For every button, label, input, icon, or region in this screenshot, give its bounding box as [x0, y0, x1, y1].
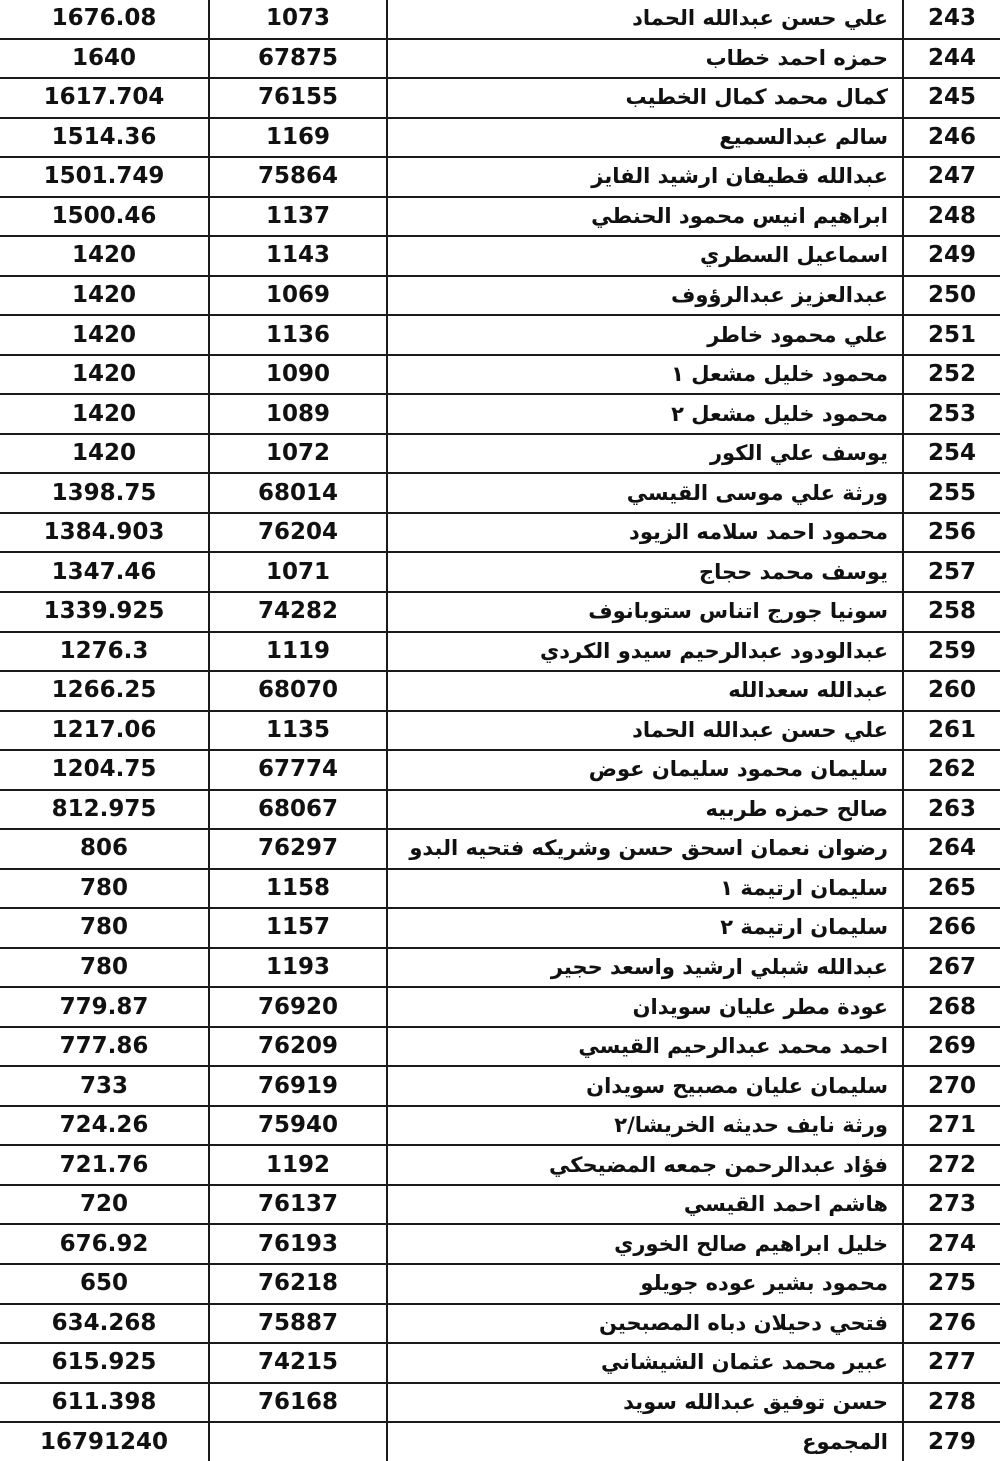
- amount-cell: 16791240: [0, 1422, 209, 1461]
- table-row: [0, 236, 1000, 276]
- name-cell: سونيا جورج اتناس ستوبانوف: [387, 592, 903, 632]
- table-row: [0, 1304, 1000, 1344]
- account-number-cell: 75887: [209, 1304, 387, 1344]
- row-number-cell: 244: [903, 39, 1000, 79]
- amount-cell: 1217.06: [0, 711, 209, 751]
- row-number-cell: 272: [903, 1145, 1000, 1185]
- amount-cell: 780: [0, 869, 209, 909]
- name-cell: احمد محمد عبدالرحيم القيسي: [387, 1027, 903, 1067]
- row-number-cell: 249: [903, 236, 1000, 276]
- name-cell: سالم عبدالسميع: [387, 118, 903, 158]
- table-row: [0, 394, 1000, 434]
- row-number-cell: 247: [903, 157, 1000, 197]
- amount-cell: 780: [0, 908, 209, 948]
- account-number-cell: 1169: [209, 118, 387, 158]
- table-row: [0, 750, 1000, 790]
- amount-cell: 1204.75: [0, 750, 209, 790]
- account-number-cell: 1192: [209, 1145, 387, 1185]
- amount-cell: 1266.25: [0, 671, 209, 711]
- name-cell: المجموع: [387, 1422, 903, 1461]
- name-cell: اسماعيل السطري: [387, 236, 903, 276]
- name-cell: كمال محمد كمال الخطيب: [387, 78, 903, 118]
- name-cell: محمود احمد سلامه الزيود: [387, 513, 903, 553]
- row-number-cell: 271: [903, 1106, 1000, 1146]
- amount-cell: 779.87: [0, 987, 209, 1027]
- account-number-cell: 76218: [209, 1264, 387, 1304]
- name-cell: سليمان محمود سليمان عوض: [387, 750, 903, 790]
- account-number-cell: 76137: [209, 1185, 387, 1225]
- row-number-cell: 263: [903, 790, 1000, 830]
- table-row: [0, 1224, 1000, 1264]
- amount-cell: 611.398: [0, 1383, 209, 1423]
- row-number-cell: 279: [903, 1422, 1000, 1461]
- table-row: [0, 829, 1000, 869]
- name-cell: رضوان نعمان اسحق حسن وشريكه فتحيه البدو: [387, 829, 903, 869]
- table-row: [0, 157, 1000, 197]
- amount-cell: 806: [0, 829, 209, 869]
- table-row: [0, 790, 1000, 830]
- table-row: [0, 1106, 1000, 1146]
- amount-cell: 1420: [0, 434, 209, 474]
- table-row: [0, 632, 1000, 672]
- table-row: [0, 355, 1000, 395]
- amount-cell: 1420: [0, 236, 209, 276]
- table-row: [0, 1185, 1000, 1225]
- row-number-cell: 243: [903, 0, 1000, 39]
- table-row: [0, 315, 1000, 355]
- table-row: [0, 0, 1000, 39]
- amount-cell: 1420: [0, 394, 209, 434]
- amount-cell: 721.76: [0, 1145, 209, 1185]
- amount-cell: 720: [0, 1185, 209, 1225]
- account-number-cell: 1137: [209, 197, 387, 237]
- row-number-cell: 264: [903, 829, 1000, 869]
- row-number-cell: 262: [903, 750, 1000, 790]
- table-row: [0, 118, 1000, 158]
- account-number-cell: 68014: [209, 473, 387, 513]
- row-number-cell: 254: [903, 434, 1000, 474]
- account-number-cell: 74215: [209, 1343, 387, 1383]
- amount-cell: 1339.925: [0, 592, 209, 632]
- table-row: [0, 1145, 1000, 1185]
- account-number-cell: 76209: [209, 1027, 387, 1067]
- table-row: [0, 473, 1000, 513]
- account-number-cell: 75864: [209, 157, 387, 197]
- account-number-cell: 76193: [209, 1224, 387, 1264]
- account-number-cell: 76204: [209, 513, 387, 553]
- name-cell: سليمان ارتيمة ١: [387, 869, 903, 909]
- account-number-cell: 1119: [209, 632, 387, 672]
- row-number-cell: 261: [903, 711, 1000, 751]
- row-number-cell: 278: [903, 1383, 1000, 1423]
- name-cell: ابراهيم انيس محمود الحنطي: [387, 197, 903, 237]
- account-number-cell: 1158: [209, 869, 387, 909]
- name-cell: عبير محمد عثمان الشيشاني: [387, 1343, 903, 1383]
- name-cell: عبدالله سعدالله: [387, 671, 903, 711]
- name-cell: سليمان ارتيمة ٢: [387, 908, 903, 948]
- amount-cell: 724.26: [0, 1106, 209, 1146]
- amount-cell: 650: [0, 1264, 209, 1304]
- account-number-cell: 76168: [209, 1383, 387, 1423]
- row-number-cell: 273: [903, 1185, 1000, 1225]
- name-cell: خليل ابراهيم صالح الخوري: [387, 1224, 903, 1264]
- name-cell: فتحي دحيلان دباه المصبحين: [387, 1304, 903, 1344]
- account-number-cell: 67875: [209, 39, 387, 79]
- amount-cell: 1347.46: [0, 552, 209, 592]
- name-cell: علي حسن عبدالله الحماد: [387, 711, 903, 751]
- amount-cell: 1384.903: [0, 513, 209, 553]
- account-number-cell: 68067: [209, 790, 387, 830]
- name-cell: يوسف علي الكور: [387, 434, 903, 474]
- row-number-cell: 251: [903, 315, 1000, 355]
- account-number-cell: 74282: [209, 592, 387, 632]
- name-cell: فؤاد عبدالرحمن جمعه المضيحكي: [387, 1145, 903, 1185]
- account-number-cell: 1069: [209, 276, 387, 316]
- account-number-cell: 1071: [209, 552, 387, 592]
- name-cell: علي محمود خاطر: [387, 315, 903, 355]
- row-number-cell: 270: [903, 1066, 1000, 1106]
- amount-cell: 615.925: [0, 1343, 209, 1383]
- row-number-cell: 260: [903, 671, 1000, 711]
- row-number-cell: 250: [903, 276, 1000, 316]
- table-row: [0, 671, 1000, 711]
- row-number-cell: 276: [903, 1304, 1000, 1344]
- row-number-cell: 259: [903, 632, 1000, 672]
- table-row: [0, 711, 1000, 751]
- account-number-cell: [209, 1422, 387, 1461]
- name-cell: عبدالودود عبدالرحيم سيدو الكردي: [387, 632, 903, 672]
- row-number-cell: 266: [903, 908, 1000, 948]
- name-cell: محمود خليل مشعل ١: [387, 355, 903, 395]
- amount-cell: 634.268: [0, 1304, 209, 1344]
- account-number-cell: 1136: [209, 315, 387, 355]
- name-cell: محمود بشير عوده جويلو: [387, 1264, 903, 1304]
- name-cell: محمود خليل مشعل ٢: [387, 394, 903, 434]
- row-number-cell: 245: [903, 78, 1000, 118]
- row-number-cell: 268: [903, 987, 1000, 1027]
- amount-cell: 812.975: [0, 790, 209, 830]
- name-cell: ورثة نايف حديثه الخريشا/٢: [387, 1106, 903, 1146]
- table-row: [0, 197, 1000, 237]
- table-row: [0, 987, 1000, 1027]
- amount-cell: 1500.46: [0, 197, 209, 237]
- account-number-cell: 67774: [209, 750, 387, 790]
- name-cell: حسن توفيق عبدالله سويد: [387, 1383, 903, 1423]
- name-cell: علي حسن عبدالله الحماد: [387, 0, 903, 39]
- table-row: [0, 592, 1000, 632]
- account-number-cell: 1090: [209, 355, 387, 395]
- table-row: [0, 513, 1000, 553]
- name-cell: عبدالله قطيفان ارشيد الفايز: [387, 157, 903, 197]
- row-number-cell: 252: [903, 355, 1000, 395]
- account-number-cell: 75940: [209, 1106, 387, 1146]
- name-cell: سليمان عليان مصبيح سويدان: [387, 1066, 903, 1106]
- row-number-cell: 274: [903, 1224, 1000, 1264]
- table-row: [0, 1343, 1000, 1383]
- amount-cell: 1420: [0, 355, 209, 395]
- table-row: [0, 78, 1000, 118]
- amount-cell: 1617.704: [0, 78, 209, 118]
- row-number-cell: 255: [903, 473, 1000, 513]
- account-number-cell: 1072: [209, 434, 387, 474]
- row-number-cell: 265: [903, 869, 1000, 909]
- row-number-cell: 267: [903, 948, 1000, 988]
- amount-cell: 1501.749: [0, 157, 209, 197]
- amount-cell: 780: [0, 948, 209, 988]
- name-cell: هاشم احمد القيسي: [387, 1185, 903, 1225]
- table-row: [0, 948, 1000, 988]
- amount-cell: 1640: [0, 39, 209, 79]
- amount-cell: 1398.75: [0, 473, 209, 513]
- amount-cell: 733: [0, 1066, 209, 1106]
- table-row: [0, 1264, 1000, 1304]
- amount-cell: 1514.36: [0, 118, 209, 158]
- name-cell: ورثة علي موسى القيسي: [387, 473, 903, 513]
- row-number-cell: 258: [903, 592, 1000, 632]
- amount-cell: 1420: [0, 276, 209, 316]
- row-number-cell: 269: [903, 1027, 1000, 1067]
- table-row: [0, 276, 1000, 316]
- table-row: [0, 39, 1000, 79]
- amount-cell: 676.92: [0, 1224, 209, 1264]
- table-row: [0, 1383, 1000, 1423]
- account-number-cell: 1143: [209, 236, 387, 276]
- row-number-cell: 257: [903, 552, 1000, 592]
- name-cell: عبدالله شبلي ارشيد واسعد حجير: [387, 948, 903, 988]
- account-number-cell: 68070: [209, 671, 387, 711]
- name-cell: عبدالعزيز عبدالرؤوف: [387, 276, 903, 316]
- amount-cell: 777.86: [0, 1027, 209, 1067]
- account-number-cell: 1089: [209, 394, 387, 434]
- table-row: [0, 908, 1000, 948]
- row-number-cell: 246: [903, 118, 1000, 158]
- name-cell: عودة مطر عليان سويدان: [387, 987, 903, 1027]
- account-number-cell: 1157: [209, 908, 387, 948]
- name-cell: حمزه احمد خطاب: [387, 39, 903, 79]
- account-number-cell: 76155: [209, 78, 387, 118]
- table-row: [0, 1027, 1000, 1067]
- account-number-cell: 76920: [209, 987, 387, 1027]
- row-number-cell: 277: [903, 1343, 1000, 1383]
- row-number-cell: 253: [903, 394, 1000, 434]
- account-number-cell: 1073: [209, 0, 387, 39]
- table-row: [0, 434, 1000, 474]
- table-row: [0, 552, 1000, 592]
- account-number-cell: 1135: [209, 711, 387, 751]
- name-cell: صالح حمزه طربيه: [387, 790, 903, 830]
- account-number-cell: 76919: [209, 1066, 387, 1106]
- total-row: [0, 1422, 1000, 1461]
- table-row: [0, 869, 1000, 909]
- row-number-cell: 248: [903, 197, 1000, 237]
- account-number-cell: 76297: [209, 829, 387, 869]
- name-cell: يوسف محمد حجاج: [387, 552, 903, 592]
- amount-cell: 1276.3: [0, 632, 209, 672]
- amount-cell: 1676.08: [0, 0, 209, 39]
- amount-cell: 1420: [0, 315, 209, 355]
- account-number-cell: 1193: [209, 948, 387, 988]
- row-number-cell: 275: [903, 1264, 1000, 1304]
- row-number-cell: 256: [903, 513, 1000, 553]
- table-row: [0, 1066, 1000, 1106]
